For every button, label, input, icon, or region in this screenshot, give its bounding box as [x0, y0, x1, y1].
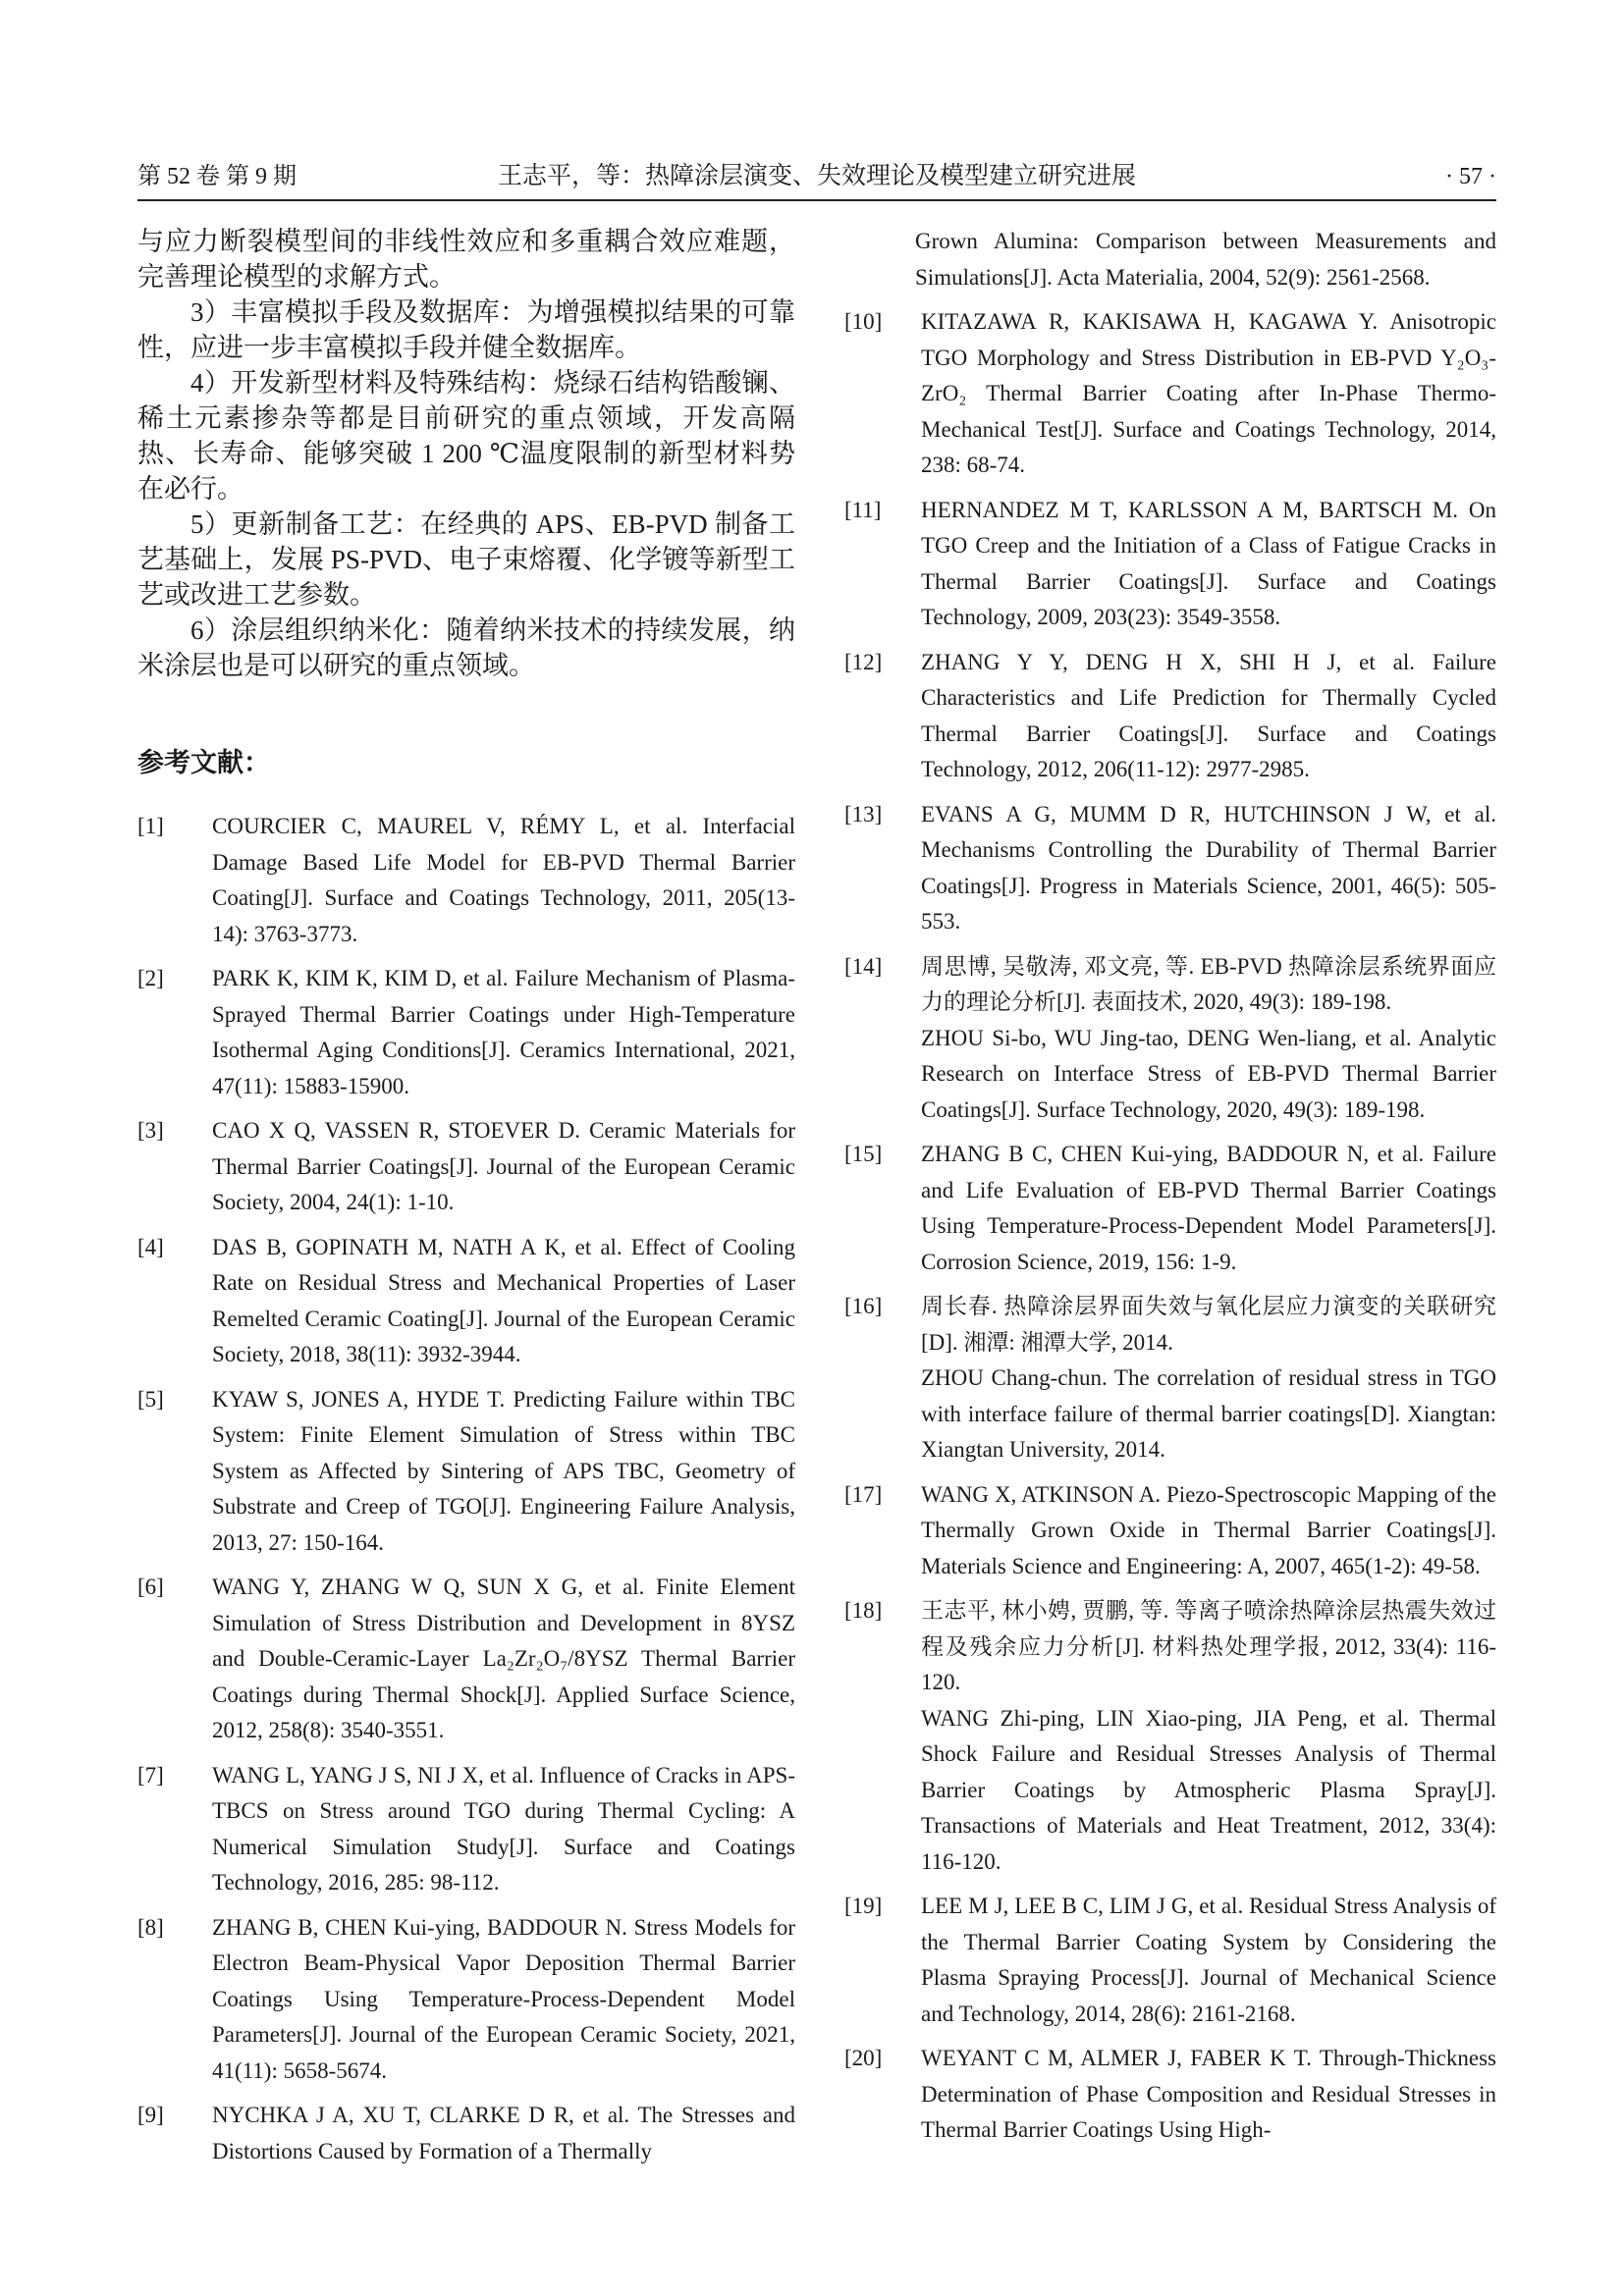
reference-text: NYCHKA J A, XU T, CLARKE D R, et al. The Stresses and Distortions Caused by Formation of a Thermally	[212, 2103, 795, 2163]
body-paragraph: 6）涂层组织纳米化：随着纳米技术的持续发展，纳米涂层也是可以研究的重点领域。	[137, 615, 795, 680]
reference-text-english: WANG Zhi-ping, LIN Xiao-ping, JIA Peng, et al. Thermal Shock Failure and Residual Stresses Analysis of Thermal Barrier Coatings by Atmospheric Plasma Spray[J]. Transactions of Materials and Heat Treatment, 2012, 33(4): 116-120.	[921, 1705, 1496, 1874]
reference-text-english: ZHOU Chang-chun. The correlation of residual stress in TGO with interface failure of thermal barrier coatings[D]. Xiangtan: Xiangtan University, 2014.	[921, 1365, 1496, 1462]
reference-item	[844, 493, 1496, 636]
reference-number: [17]	[844, 1481, 883, 1507]
left-column	[137, 224, 795, 2178]
reference-number: [4]	[137, 1234, 164, 1259]
reference-text: 周长春. 热障涂层界面失效与氧化层应力演变的关联研究[D]. 湘潭: 湘潭大学, 2014.	[921, 1294, 1496, 1355]
reference-number: [1]	[137, 814, 164, 838]
reference-item	[844, 1137, 1496, 1280]
reference-item	[844, 1477, 1496, 1585]
reference-text: DAS B, GOPINATH M, NATH A K, et al. Effect of Cooling Rate on Residual Stress and Mechanical Properties of Laser Remelted Ceramic Coating[J]. Journal of the European Ceramic Society, 2018, 38(11): 3932-3944.	[212, 1234, 795, 1366]
reference-text: WANG L, YANG J S, NI J X, et al. Influence of Cracks in APS-TBCS on Stress around TGO during Thermal Cycling: A Numerical Simulation Study[J]. Surface and Coatings Technology, 2016, 285: 98-112.	[212, 1762, 795, 1895]
reference-item	[137, 1910, 795, 2090]
reference-text: WEYANT C M, ALMER J, FABER K T. Through-Thickness Determination of Phase Composition and Residual Stresses in Thermal Barrier Coatings Using High-	[921, 2046, 1496, 2142]
references-title: 参考文献：	[137, 748, 270, 778]
reference-item	[137, 1382, 795, 1562]
reference-continuation: Grown Alumina: Comparison between Measurements and Simulations[J]. Acta Materialia, 2004, 52(9): 2561-2568.	[915, 229, 1496, 290]
reference-number: [20]	[844, 2046, 883, 2070]
running-header	[137, 157, 1496, 196]
reference-number: [10]	[844, 309, 883, 334]
reference-text: ZHANG Y Y, DENG H X, SHI H J, et al. Failure Characteristics and Life Prediction for Thermally Cycled Thermal Barrier Coatings[J]. Surface and Coatings Technology, 2012, 206(11-12): 2977-2985.	[921, 649, 1496, 781]
reference-item	[844, 1889, 1496, 2032]
reference-text: COURCIER C, MAUREL V, RÉMY L, et al. Interfacial Damage Based Life Model for EB-PVD Thermal Barrier Coating[J]. Surface and Coatings Technology, 2011, 205(13-14): 3763-3773.	[212, 814, 795, 946]
reference-item	[137, 1113, 795, 1221]
reference-text: LEE M J, LEE B C, LIM J G, et al. Residual Stress Analysis of the Thermal Barrier Coating System by Considering the Plasma Spraying Process[J]. Journal of Mechanical Science and Technology, 2014, 28(6): 2161-2168.	[921, 1894, 1496, 2026]
reference-number: [6]	[137, 1575, 164, 1599]
reference-number: [16]	[844, 1294, 883, 1318]
reference-item	[137, 809, 795, 952]
body-paragraph: 与应力断裂模型间的非线性效应和多重耦合效应难题，完善理论模型的求解方式。	[137, 227, 795, 292]
body-paragraph: 4）开发新型材料及特殊结构：烧绿石结构锆酸镧、稀土元素掺杂等都是目前研究的重点领域，开发高隔热、长寿命、能够突破 1 200 ℃温度限制的新型材料势在必行。	[137, 368, 795, 504]
reference-item	[844, 1289, 1496, 1468]
reference-number: [5]	[137, 1386, 164, 1412]
reference-number: [3]	[137, 1118, 164, 1143]
reference-text: EVANS A G, MUMM D R, HUTCHINSON J W, et al. Mechanisms Controlling the Durability of Thermal Barrier Coatings[J]. Progress in Materials Science, 2001, 46(5): 505-553.	[921, 801, 1496, 934]
reference-number: [9]	[137, 2103, 164, 2127]
body-paragraph: 3）丰富模拟手段及数据库：为增强模拟结果的可靠性，应进一步丰富模拟手段并健全数据库。	[137, 297, 795, 362]
reference-item	[137, 961, 795, 1104]
reference-text: PARK K, KIM K, KIM D, et al. Failure Mechanism of Plasma-Sprayed Thermal Barrier Coatings under High-Temperature Isothermal Aging Conditions[J]. Ceramics International, 2021, 47(11): 15883-15900.	[212, 966, 795, 1098]
reference-number: [2]	[137, 966, 164, 990]
reference-text: CAO X Q, VASSEN R, STOEVER D. Ceramic Materials for Thermal Barrier Coatings[J]. Journal of the European Ceramic Society, 2004, 24(1): 1-10.	[212, 1118, 795, 1214]
reference-text: ZHANG B, CHEN Kui-ying, BADDOUR N. Stress Models for Electron Beam-Physical Vapor Deposition Thermal Barrier Coatings Using Temperature-Process-Dependent Model Parameters[J]. Journal of the European Ceramic Society, 2021, 41(11): 5658-5674.	[212, 1914, 795, 2083]
body-paragraph: 5）更新制备工艺：在经典的 APS、EB-PVD 制备工艺基础上，发展 PS-PVD、电子束熔覆、化学镀等新型工艺或改进工艺参数。	[137, 509, 795, 610]
page-number: · 57 ·	[1445, 164, 1496, 189]
right-column	[844, 224, 1496, 2158]
reference-text: 王志平, 林小娉, 贾鹏, 等. 等离子喷涂热障涂层热震失效过程及残余应力分析[J]. 材料热处理学报, 2012, 33(4): 116-120.	[921, 1598, 1496, 1694]
reference-text: WANG X, ATKINSON A. Piezo-Spectroscopic Mapping of the Thermally Grown Oxide in Thermal Barrier Coatings[J]. Materials Science and Engineering: A, 2007, 465(1-2): 49-58.	[921, 1481, 1496, 1578]
reference-text: HERNANDEZ M T, KARLSSON A M, BARTSCH M. On TGO Creep and the Initiation of a Class of Fatigue Cracks in Thermal Barrier Coatings[J]. Surface and Coatings Technology, 2009, 203(23): 3549-3558.	[921, 497, 1496, 629]
reference-text: WANG Y, ZHANG W Q, SUN X G, et al. Finite Element Simulation of Stress Distribution and Development in 8YSZ and Double-Ceramic-Layer La₂Zr₂O₇/8YSZ Thermal Barrier Coatings during Thermal Shock[J]. Applied Surface Science, 2012, 258(8): 3540-3551.	[212, 1575, 795, 1742]
reference-number: [13]	[844, 801, 883, 827]
header-rule	[137, 199, 1496, 201]
running-title: 王志平，等：热障涂层演变、失效理论及模型建立研究进展	[497, 163, 1136, 189]
reference-text: ZHANG B C, CHEN Kui-ying, BADDOUR N, et al. Failure and Life Evaluation of EB-PVD Thermal Barrier Coatings Using Temperature-Process-Dependent Model Parameters[J]. Corrosion Science, 2019, 156: 1-9.	[921, 1142, 1496, 1274]
reference-item	[844, 2041, 1496, 2149]
reference-text: KYAW S, JONES A, HYDE T. Predicting Failure within TBC System: Finite Element Simulation of Stress within TBC System as Affected by Sintering of APS TBC, Geometry of Substrate and Creep of TGO[J]. Engineering Failure Analysis, 2013, 27: 150-164.	[212, 1386, 795, 1555]
reference-number: [19]	[844, 1894, 883, 1918]
reference-text-english: ZHOU Si-bo, WU Jing-tao, DENG Wen-liang, et al. Analytic Research on Interface Stress of EB-PVD Thermal Barrier Coatings[J]. Surface Technology, 2020, 49(3): 189-198.	[921, 1025, 1496, 1122]
reference-text: KITAZAWA R, KAKISAWA H, KAGAWA Y. Anisotropic TGO Morphology and Stress Distribution in EB-PVD Y₂O₃-ZrO₂ Thermal Barrier Coating after In-Phase Thermo-Mechanical Test[J]. Surface and Coatings Technology, 2014, 238: 68-74.	[921, 309, 1496, 477]
reference-item	[844, 949, 1496, 1129]
reference-number: [7]	[137, 1762, 164, 1788]
reference-item	[844, 1593, 1496, 1880]
reference-item	[137, 2098, 795, 2169]
reference-item	[844, 304, 1496, 484]
reference-number: [8]	[137, 1914, 164, 1940]
reference-item	[137, 1758, 795, 1901]
reference-item	[844, 645, 1496, 788]
reference-number: [15]	[844, 1142, 883, 1166]
reference-number: [14]	[844, 953, 883, 979]
reference-number: [12]	[844, 649, 883, 674]
reference-item	[137, 1230, 795, 1373]
reference-number: [18]	[844, 1598, 883, 1623]
volume-issue: 第 52 卷 第 9 期	[137, 164, 297, 189]
reference-text: 周思博, 吴敬涛, 邓文亮, 等. EB-PVD 热障涂层系统界面应力的理论分析[J]. 表面技术, 2020, 49(3): 189-198.	[921, 953, 1496, 1014]
reference-number: [11]	[844, 497, 882, 522]
reference-item	[844, 797, 1496, 940]
reference-item	[137, 1570, 795, 1749]
